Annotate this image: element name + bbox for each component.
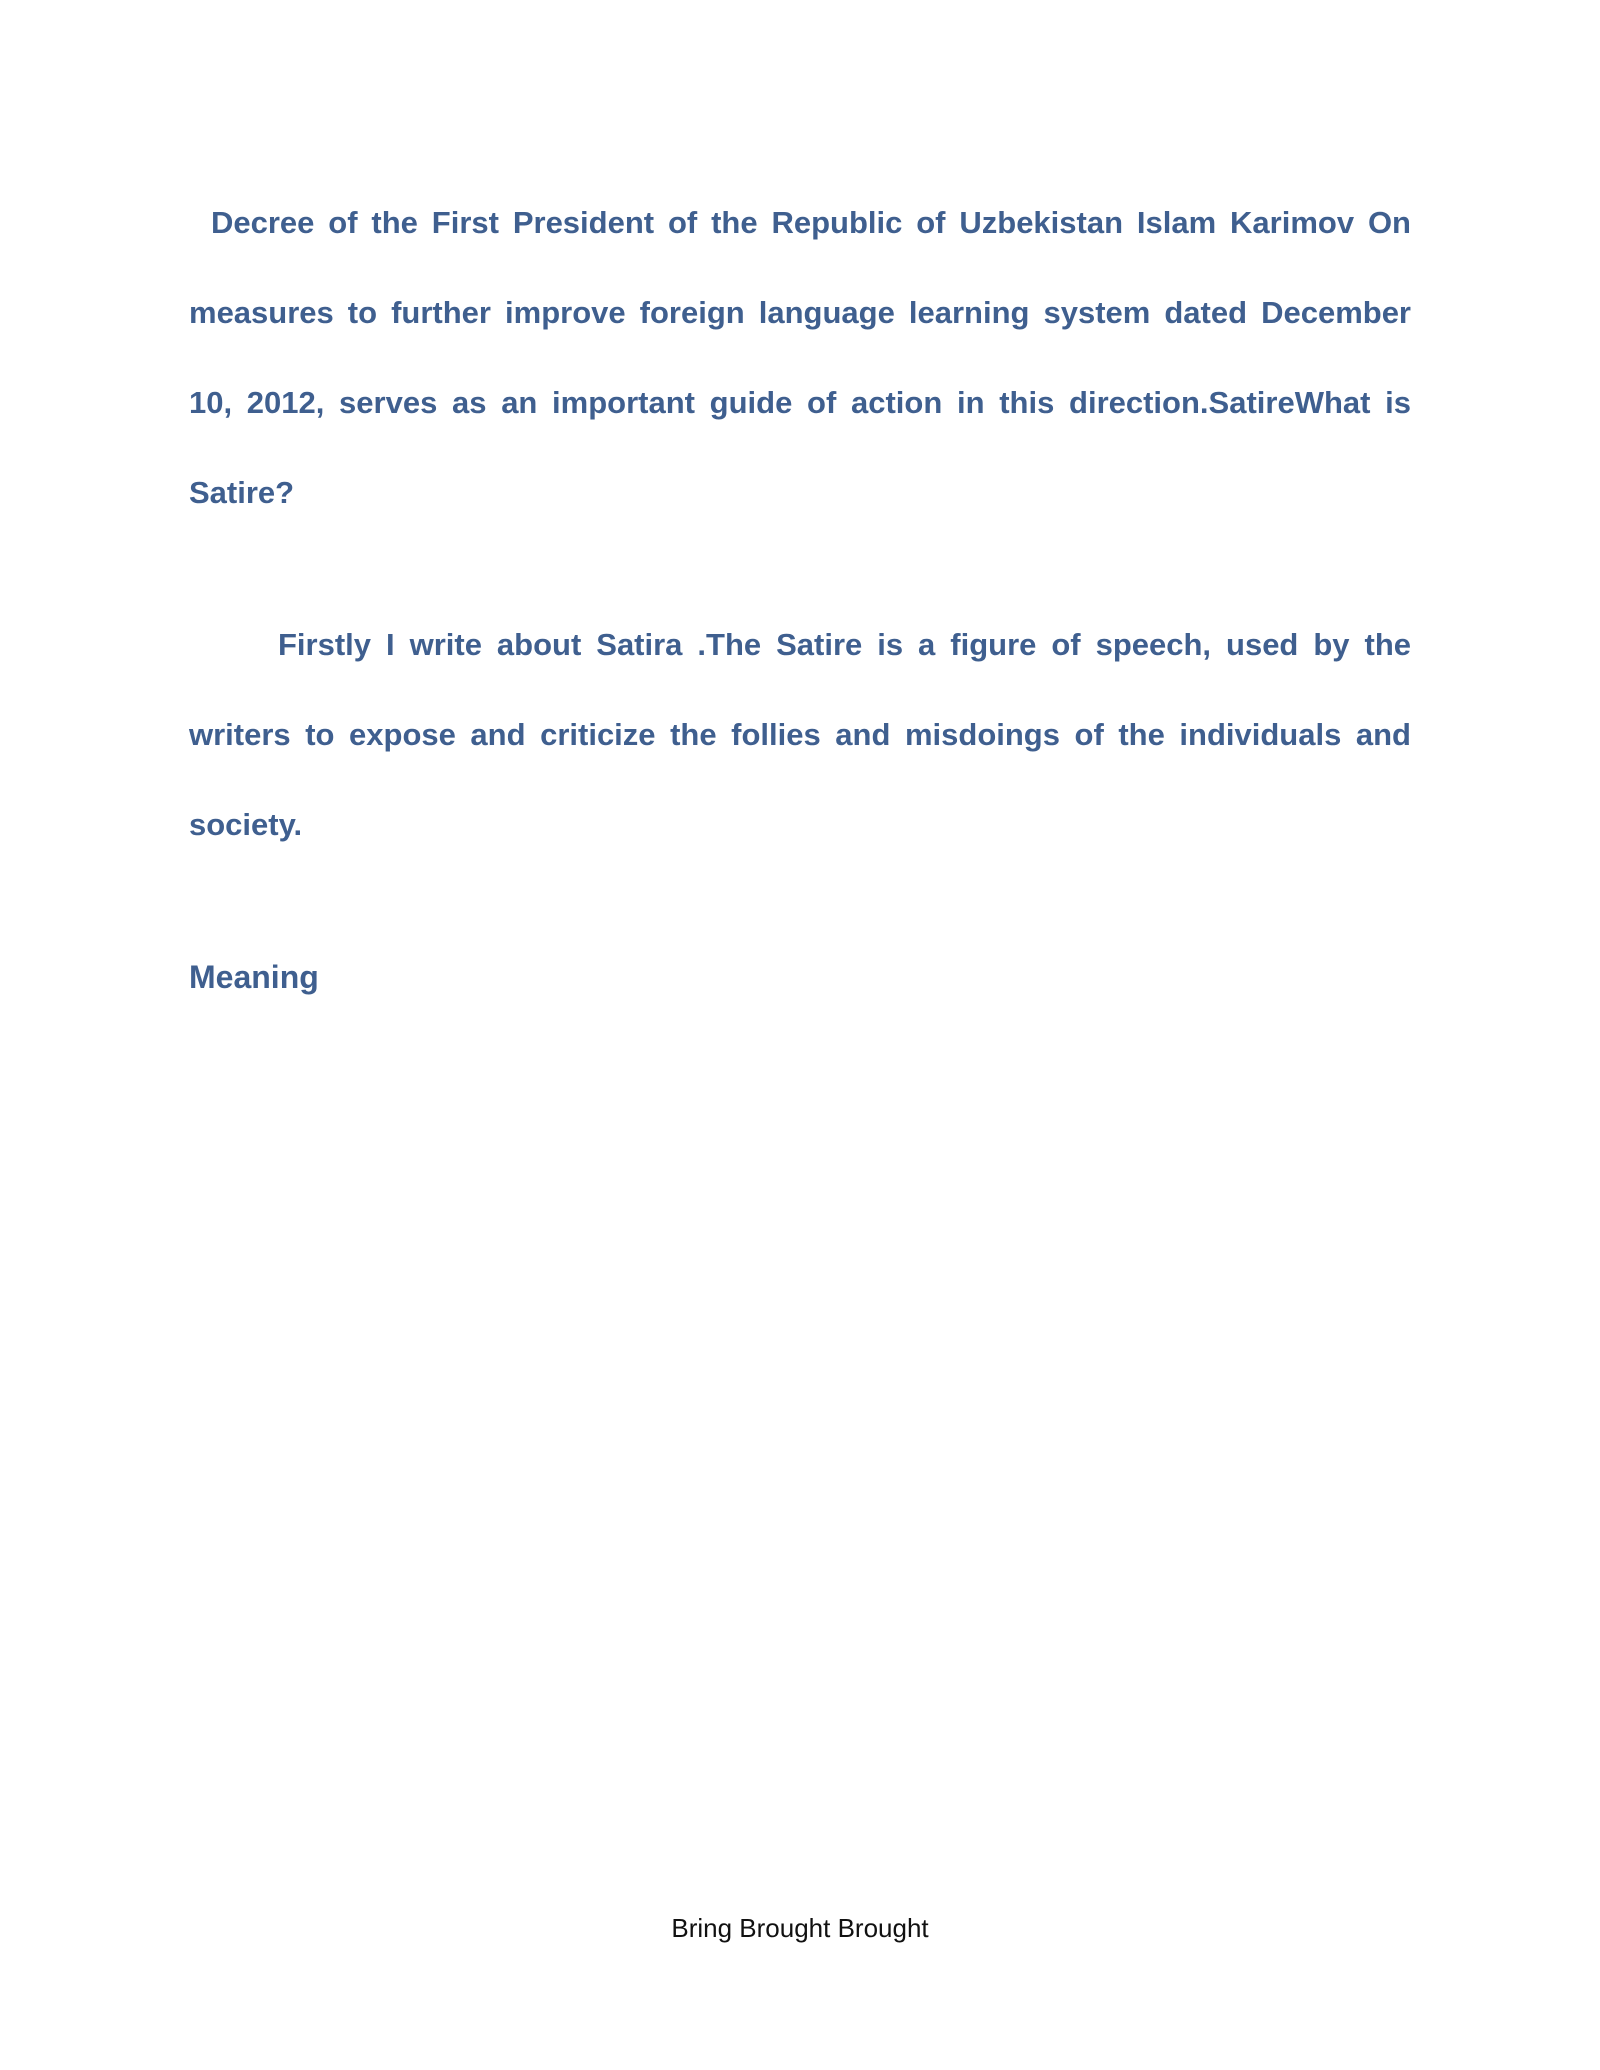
paragraph-satire-definition: Firstly I write about Satira .The Satire is a figure of speech, used by the writers to expose and criticize the follies and misdoings of the individuals and society. (189, 627, 1411, 842)
heading-meaning: Meaning (189, 959, 319, 995)
document-body (189, 178, 1411, 1022)
paragraph-decree: Decree of the First President of the Republic of Uzbekistan Islam Karimov On measures to further improve foreign language learning system dated December 10, 2012, serves as an important guide of action in this direction.SatireWhat is Satire? (189, 205, 1411, 510)
page-footer: Bring Brought Brought (671, 1913, 929, 1943)
